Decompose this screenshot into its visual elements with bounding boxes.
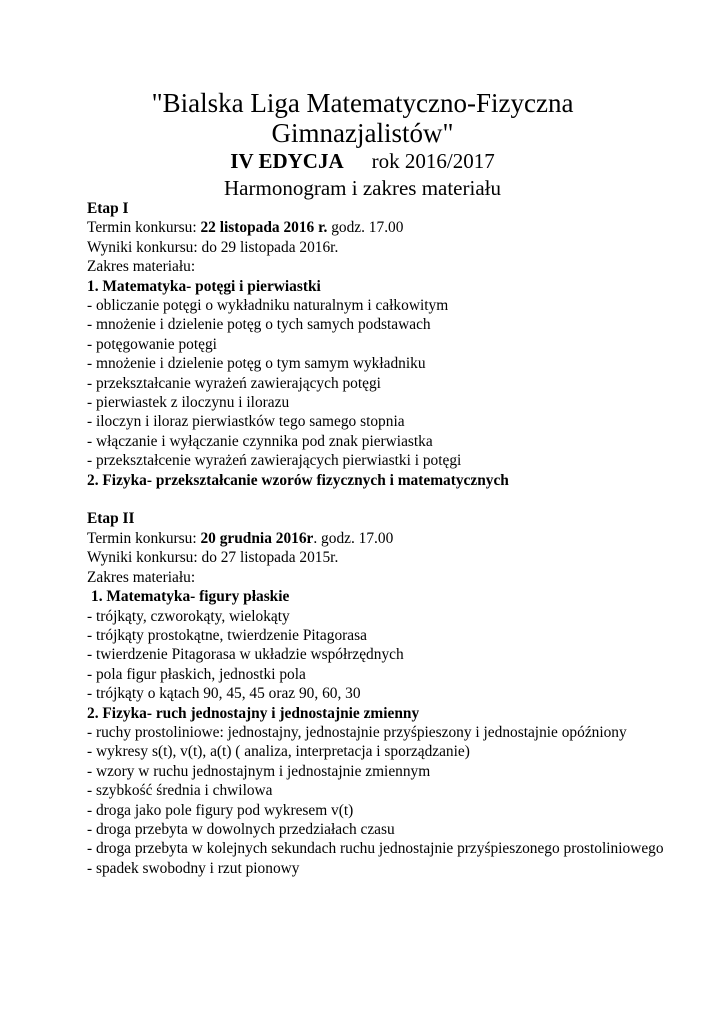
list-item: - szybkość średnia i chwilowa — [87, 782, 273, 800]
spacer — [87, 490, 687, 509]
etap2-math-heading: 1. Matematyka- figury płaskie — [91, 588, 290, 606]
etap1-zakres: Zakres materiału: — [87, 258, 196, 276]
school-year: rok 2016/2017 — [371, 149, 495, 173]
list-item: - mnożenie i dzielenie potęg o tym samym wykładniku — [87, 355, 426, 373]
list-item: - droga przebyta w dowolnych przedziałach czasu — [87, 820, 395, 838]
list-item: - ruchy prostoliniowe: jednostajny, jednostajnie przyśpieszony i jednostajnie opóźniony — [87, 723, 627, 741]
etap1-termin — [87, 218, 687, 237]
list-item: - wykresy s(t), v(t), a(t) ( analiza, interpretacja i sporządzanie) — [87, 743, 470, 761]
list-item: - droga jako pole figury pod wykresem v(t) — [87, 801, 354, 819]
list-item: - przekształcanie wyrażeń zawierających potęgi — [87, 374, 381, 392]
list-item: - trójkąty prostokątne, twierdzenie Pitagorasa — [87, 626, 367, 644]
list-item: - mnożenie i dzielenie potęg o tych samych podstawach — [87, 316, 431, 334]
title-line-2: Gimnazjalistów" — [271, 118, 454, 148]
etap1-math-heading: 1. Matematyka- potęgi i pierwiastki — [87, 277, 321, 295]
etap1-termin-date: 22 listopada 2016 r. — [200, 219, 328, 237]
etap2-phys-heading: 2. Fizyka- ruch jednostajny i jednostajnie zmienny — [87, 704, 420, 722]
etap2-heading: Etap II — [87, 510, 135, 528]
list-item: - wzory w ruchu jednostajnym i jednostajnie zmiennym — [87, 762, 431, 780]
etap2-termin-label: Termin konkursu: — [87, 529, 201, 547]
list-item: - trójkąty o kątach 90, 45, 45 oraz 90, 60, 30 — [87, 685, 361, 703]
list-item: - pola figur płaskich, jednostki pola — [87, 665, 306, 683]
etap2-termin-time: . godz. 17.00 — [313, 529, 394, 547]
etap2-zakres: Zakres materiału: — [87, 568, 196, 586]
list-item: - przekształcenie wyrażeń zawierających pierwiastki i potęgi — [87, 452, 462, 470]
list-item: - spadek swobodny i rzut pionowy — [87, 859, 300, 877]
list-item: - droga przebyta w kolejnych sekundach ruchu jednostajnie przyśpieszonego prostoliniowego — [87, 840, 664, 858]
document-body — [87, 199, 687, 878]
list-item: - pierwiastek z iloczynu i ilorazu — [87, 394, 290, 412]
title-line-1: "Bialska Liga Matematyczno-Fizyczna — [151, 88, 574, 118]
list-item: - potęgowanie potęgi — [87, 335, 217, 353]
etap2-wyniki: Wyniki konkursu: do 27 listopada 2015r. — [87, 549, 339, 567]
subtitle: Harmonogram i zakres materiału — [224, 176, 501, 200]
list-item: - włączanie i wyłączanie czynnika pod znak pierwiastka — [87, 432, 433, 450]
etap2-termin-date: 20 grudnia 2016r — [200, 529, 314, 547]
etap1-termin-time: godz. 17.00 — [327, 219, 404, 237]
edition-label: IV EDYCJA — [230, 149, 344, 173]
etap1-wyniki: Wyniki konkursu: do 29 listopada 2016r. — [87, 238, 339, 256]
etap1-termin-label: Termin konkursu: — [87, 219, 201, 237]
list-item: - iloczyn i iloraz pierwiastków tego samego stopnia — [87, 413, 405, 431]
etap2-termin — [87, 529, 687, 548]
etap1-phys-heading: 2. Fizyka- przekształcanie wzorów fizycznych i matematycznych — [87, 471, 509, 489]
etap1-heading: Etap I — [87, 200, 129, 217]
list-item: - obliczanie potęgi o wykładniku naturalnym i całkowitym — [87, 297, 449, 315]
list-item: - twierdzenie Pitagorasa w układzie współrzędnych — [87, 646, 404, 664]
edition-line — [0, 148, 725, 174]
list-item: - trójkąty, czworokąty, wielokąty — [87, 607, 290, 625]
